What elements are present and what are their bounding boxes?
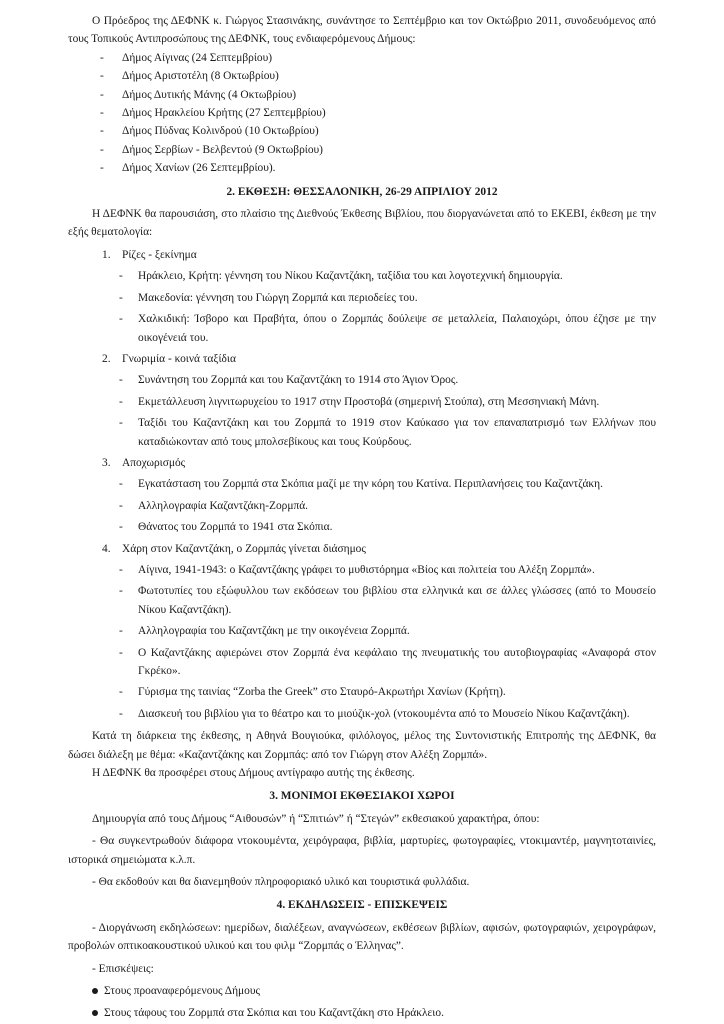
list-item: Στους προαναφερόμενους Δήμους [68, 982, 656, 1000]
list-item: - Δήμος Αίγινας (24 Σεπτεμβρίου) [68, 49, 656, 67]
item-title: Γνωριμία - κοινά ταξίδια [122, 352, 236, 365]
theme-list [68, 246, 656, 723]
list-item: - Εκμετάλλευση λιγνιτωρυχείου το 1917 στην Προστοβά (σημερινή Στούπα), στη Μεσσηνιακή Μάνη. [68, 393, 656, 411]
item-number: 1. [102, 248, 111, 261]
sub-list [68, 475, 656, 536]
theme-item [68, 454, 656, 537]
section-heading: 3. ΜΟΝΙΜΟΙ ΕΚΘΕΣΙΑΚΟΙ ΧΩΡΟΙ [269, 790, 455, 803]
list-item: - Θάνατος του Ζορμπά το 1941 στα Σκόπια. [68, 518, 656, 536]
list-item: - Μακεδονία: γέννηση του Γιώργη Ζορμπά και περιοδείες του. [68, 289, 656, 307]
intro-paragraph: Ο Πρόεδρος της ΔΕΦΝΚ κ. Γιώργος Στασινάκης, συνάντησε το Σεπτέμβριο και τον Οκτώβριο 2011, συνοδευόμενος από τους Τοπικούς Αντιπροσώπους της ΔΕΦΝΚ, τους ενδιαφερόμενους Δήμους: [68, 15, 656, 46]
item-number: 2. [102, 352, 111, 365]
sub-list [68, 371, 656, 451]
list-item: - Ηράκλειο, Κρήτη: γέννηση του Νίκου Καζαντζάκη, ταξίδια του και λογοτεχνική δημιουργία. [68, 267, 656, 285]
section-intro: Δημιουργία από τους Δήμους “Αιθουσών” ή “Σπιτιών” ή “Στεγών” εκθεσιακού χαρακτήρα, όπου: [92, 812, 540, 825]
list-item: - Φωτοτυπίες του εξώφυλλου των εκδόσεων του βιβλίου στα ελληνικά και σε άλλες γλώσσες (από το Μουσείο Νίκου Καζαντζάκη). [68, 582, 656, 619]
theme-item [68, 350, 656, 451]
section-paragraph: - Θα εκδοθούν και θα διανεμηθούν πληροφοριακό υλικό και τουριστικά φυλλάδια. [92, 876, 470, 889]
list-item: - Αλληλογραφία του Καζαντζάκη με την οικογένεια Ζορμπά. [68, 622, 656, 640]
theme-item [68, 246, 656, 347]
list-item: - Εγκατάσταση του Ζορμπά στα Σκόπια μαζί με την κόρη του Κατίνα. Περιπλανήσεις του Καζαντζάκη. [68, 475, 656, 493]
list-item: - Ταξίδι του Καζαντζάκη και του Ζορμπά το 1919 στον Καύκασο για τον επαναπατρισμό των Ελλήνων που καταδιώκονταν από τους μπολσεβίκους και τους Κούρδους. [68, 414, 656, 451]
list-item: - Χαλκιδική: Ίσβορο και Πραβήτα, όπου ο Ζορμπάς δούλεψε σε μεταλλεία, Παλαιοχώρι, όπου έζησε με την οικογένειά του. [68, 310, 656, 347]
section-heading: 4. ΕΚΔΗΛΩΣΕΙΣ - ΕΠΙΣΚΕΨΕΙΣ [276, 899, 448, 912]
list-item: - Αλληλογραφία Καζαντζάκη-Ζορμπά. [68, 497, 656, 515]
sub-list [68, 267, 656, 347]
section-paragraph: - Διοργάνωση εκδηλώσεων: ημερίδων, διαλέξεων, αναγνώσεων, εκθέσεων βιβλίων, αφισών, φωτογραφιών, χειρογράφων, προβολών οπτικοακουστικού υλικού και του φιλμ “Ζορμπάς ο Έλληνας”. [68, 921, 656, 953]
item-title: Χάρη στον Καζαντζάκη, ο Ζορμπάς γίνεται διάσημος [122, 542, 366, 555]
theme-item [68, 540, 656, 724]
section-heading: 2. ΕΚΘΕΣΗ: ΘΕΣΣΑΛΟΝΙΚΗ, 26-29 ΑΠΡΙΛΙΟΥ 2012 [226, 185, 498, 198]
section-paragraph: - Επισκέψεις: [92, 962, 154, 975]
section-intro: Η ΔΕΦΝΚ θα παρουσιάση, στο πλαίσιο της Διεθνούς Έκθεσης Βιβλίου, που διοργανώνεται από το ΕΚΕΒΙ, έκθεση με την εξής θεματολογία: [68, 208, 656, 239]
list-item: - Δήμος Δυτικής Μάνης (4 Οκτωβρίου) [68, 86, 656, 104]
item-number: 3. [102, 456, 111, 469]
list-item: - Δήμος Πύδνας Κολινδρού (10 Οκτωβρίου) [68, 122, 656, 140]
lecture-paragraph: Κατά τη διάρκεια της έκθεσης, η Αθηνά Βουγιούκα, φιλόλογος, μέλος της Συντονιστικής Επιτροπής της ΔΕΦΝΚ, θα δώσει διάλεξη με θέμα: «Καζαντζάκης και Ζορμπάς: από τον Γιώργη στον Αλέξη Ζορμπά». [68, 730, 656, 761]
list-item: - Δήμος Ηρακλείου Κρήτης (27 Σεπτεμβρίου) [68, 104, 656, 122]
list-item: - Αίγινα, 1941-1943: ο Καζαντζάκης γράφει το μυθιστόρημα «Βίος και πολιτεία του Αλέξη Ζορμπά». [68, 561, 656, 579]
list-item: - Δήμος Χανίων (26 Σεπτεμβρίου). [68, 159, 656, 177]
list-item: - Δήμος Σερβίων - Βελβεντού (9 Οκτωβρίου) [68, 141, 656, 159]
list-item: - Συνάντηση του Ζορμπά και του Καζαντζάκη το 1914 στο Άγιον Όρος. [68, 371, 656, 389]
visit-list [68, 982, 656, 1022]
item-title: Αποχωρισμός [122, 456, 186, 469]
list-item: Στους τάφους του Ζορμπά στα Σκόπια και του Καζαντζάκη στο Ηράκλειο. [68, 1004, 656, 1022]
list-item: - Δήμος Αριστοτέλη (8 Οκτωβρίου) [68, 67, 656, 85]
list-item: - Γύρισμα της ταινίας “Zorba the Greek” στο Σταυρό-Ακρωτήρι Χανίων (Κρήτη). [68, 683, 656, 701]
section-paragraph: - Θα συγκεντρωθούν διάφορα ντοκουμέντα, χειρόγραφα, βιβλία, μαρτυρίες, φωτογραφίες, ντοκιμαντέρ, μαγνητοταινίες, ιστορικά σημειώματα κ.λ.π. [68, 835, 656, 866]
copy-paragraph: Η ΔΕΦΝΚ θα προσφέρει στους Δήμους αντίγραφο αυτής της έκθεσης. [92, 767, 415, 780]
item-number: 4. [102, 542, 111, 555]
item-title: Ρίζες - ξεκίνημα [122, 248, 197, 261]
list-item: - Ο Καζαντζάκης αφιερώνει στον Ζορμπά ένα κεφάλαιο της πνευματικής του αυτοβιογραφίας «Αναφορά στον Γκρέκο». [68, 644, 656, 681]
list-item: - Διασκευή του βιβλίου για το θέατρο και το μιούζικ-χολ (ντοκουμέντα από το Μουσείο Νίκου Καζαντζάκη). [68, 705, 656, 723]
municipality-list [68, 49, 656, 178]
sub-list [68, 561, 656, 723]
